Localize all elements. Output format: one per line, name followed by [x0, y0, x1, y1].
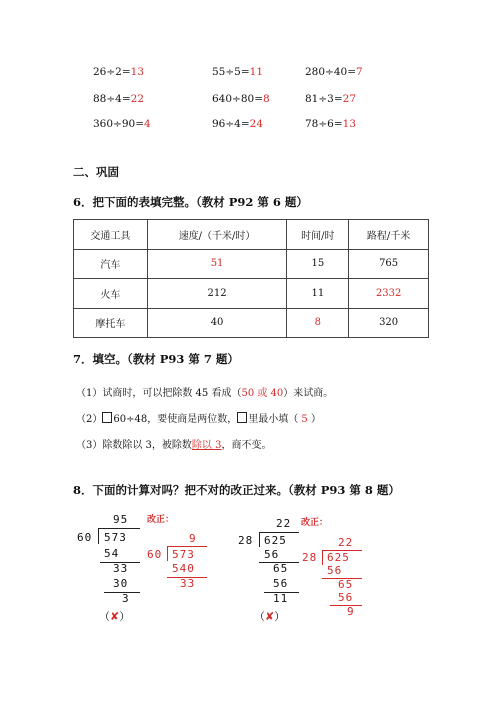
wrong-mark-icon: ✘: [265, 610, 275, 623]
right-fix-step: 56: [338, 591, 354, 604]
drill-2: 55÷5=11: [212, 66, 264, 78]
table-row: [74, 249, 429, 279]
division-bracket: [98, 528, 99, 544]
right-step: 56: [273, 577, 289, 590]
drill-1: 26÷2=13: [93, 66, 145, 78]
q7-l2-text2: 里最小填（: [248, 414, 299, 425]
drill-4: 88÷4=22: [93, 93, 145, 105]
blank-box-icon: [102, 412, 112, 423]
q8-title: 8．下面的计算对吗？把不对的改正过来。（教材 P93 第 8 题）: [73, 483, 400, 497]
drill-3: 280÷40=7: [305, 66, 363, 78]
table-cell: 212: [147, 279, 287, 309]
q7-l1-answer: 50 或 40: [241, 388, 284, 399]
division-bar: [167, 546, 207, 547]
q7-l2-tail: ）: [310, 414, 321, 425]
q7-line-2: [76, 410, 321, 425]
right-dividend: 625: [264, 534, 287, 547]
left-fix-quotient: 9: [189, 532, 197, 545]
table-cell: 40: [147, 308, 287, 338]
q7-line-3: [76, 436, 271, 451]
speed-table: [73, 219, 429, 338]
left-fix-dividend: 573: [172, 548, 195, 561]
table-cell-answer: 8: [287, 308, 349, 338]
table-header: 时间/时: [287, 220, 349, 250]
right-step: 65: [273, 562, 289, 575]
right-fix-quotient: 22: [338, 536, 354, 549]
drill-9: 78÷6=13: [305, 118, 357, 130]
right-fix-divisor: 28: [302, 551, 318, 564]
q7-l1-tail: ）来试商。: [283, 388, 334, 399]
right-fix-dividend: 625: [327, 551, 350, 564]
division-bar: [259, 532, 299, 533]
left-step: 33: [113, 562, 129, 575]
left-quotient: 95: [113, 513, 129, 526]
left-fix-label: 改正：: [147, 515, 175, 525]
q7-l2-num: （2）: [76, 414, 103, 425]
table-cell: 15: [287, 249, 349, 279]
drill-7: 360÷90=4: [93, 118, 151, 130]
left-fix-divisor: 60: [147, 548, 163, 561]
table-cell-answer: 2332: [349, 279, 429, 309]
right-remainder: 11: [273, 592, 289, 605]
table-header: 速度/（千米/时）: [147, 220, 287, 250]
q6-title: 6．把下面的表填完整。（教材 P92 第 6 题）: [73, 195, 308, 209]
division-bracket: [322, 550, 323, 565]
left-verdict: （✘）: [99, 610, 131, 623]
table-cell-answer: 51: [147, 249, 287, 279]
q7-title: 7．填空。（教材 P93 第 7 题）: [73, 352, 239, 366]
drill-8: 96÷4=24: [212, 118, 264, 130]
drill-5: 640÷80=8: [212, 93, 270, 105]
right-fix-remainder: 9: [347, 605, 355, 618]
section-title: 二、巩固: [73, 165, 119, 179]
left-fix-step: 540: [172, 562, 195, 575]
q7-l1-text: （1）试商时，可以把除数 45 看成（: [76, 388, 242, 399]
right-fix-step: 56: [327, 564, 343, 577]
right-quotient: 22: [276, 517, 292, 530]
blank-box-icon: [237, 412, 247, 423]
table-header: 路程/千米: [349, 220, 429, 250]
left-step: 30: [113, 577, 129, 590]
division-bar: [98, 528, 140, 529]
table-cell: 320: [349, 308, 429, 338]
table-header: 交通工具: [74, 220, 148, 250]
table-cell: 11: [287, 279, 349, 309]
drill-6: 81÷3=27: [305, 93, 357, 105]
wrong-mark-icon: ✘: [110, 610, 120, 623]
q7-l2-answer: 5: [298, 414, 311, 425]
division-bracket: [259, 532, 260, 547]
q7-l3-tail: ，商不变。: [221, 440, 272, 451]
left-dividend: 573: [104, 531, 127, 544]
table-row: [74, 308, 429, 338]
right-fix-label: 改正：: [301, 518, 329, 528]
right-fix-step: 65: [338, 578, 354, 591]
left-step: 54: [104, 547, 120, 560]
division-bracket: [167, 546, 168, 561]
right-divisor: 28: [238, 534, 254, 547]
table-cell: 摩托车: [74, 308, 148, 338]
q7-line-1: [76, 384, 333, 399]
right-step: 56: [264, 548, 280, 561]
division-rule: [330, 605, 362, 606]
left-fix-remainder: 33: [180, 577, 196, 590]
left-remainder: 3: [122, 592, 130, 605]
table-cell: 火车: [74, 279, 148, 309]
q7-l3-answer: 除以 3: [191, 440, 222, 451]
q7-l2-text: 60÷48，要使商是两位数，: [113, 414, 238, 425]
table-header-row: [74, 220, 429, 250]
right-verdict: （✘）: [254, 610, 286, 623]
left-divisor: 60: [77, 531, 93, 544]
table-cell: 765: [349, 249, 429, 279]
table-row: [74, 279, 429, 309]
q7-l3-text: （3）除数除以 3，被除数: [76, 440, 192, 451]
table-cell: 汽车: [74, 249, 148, 279]
